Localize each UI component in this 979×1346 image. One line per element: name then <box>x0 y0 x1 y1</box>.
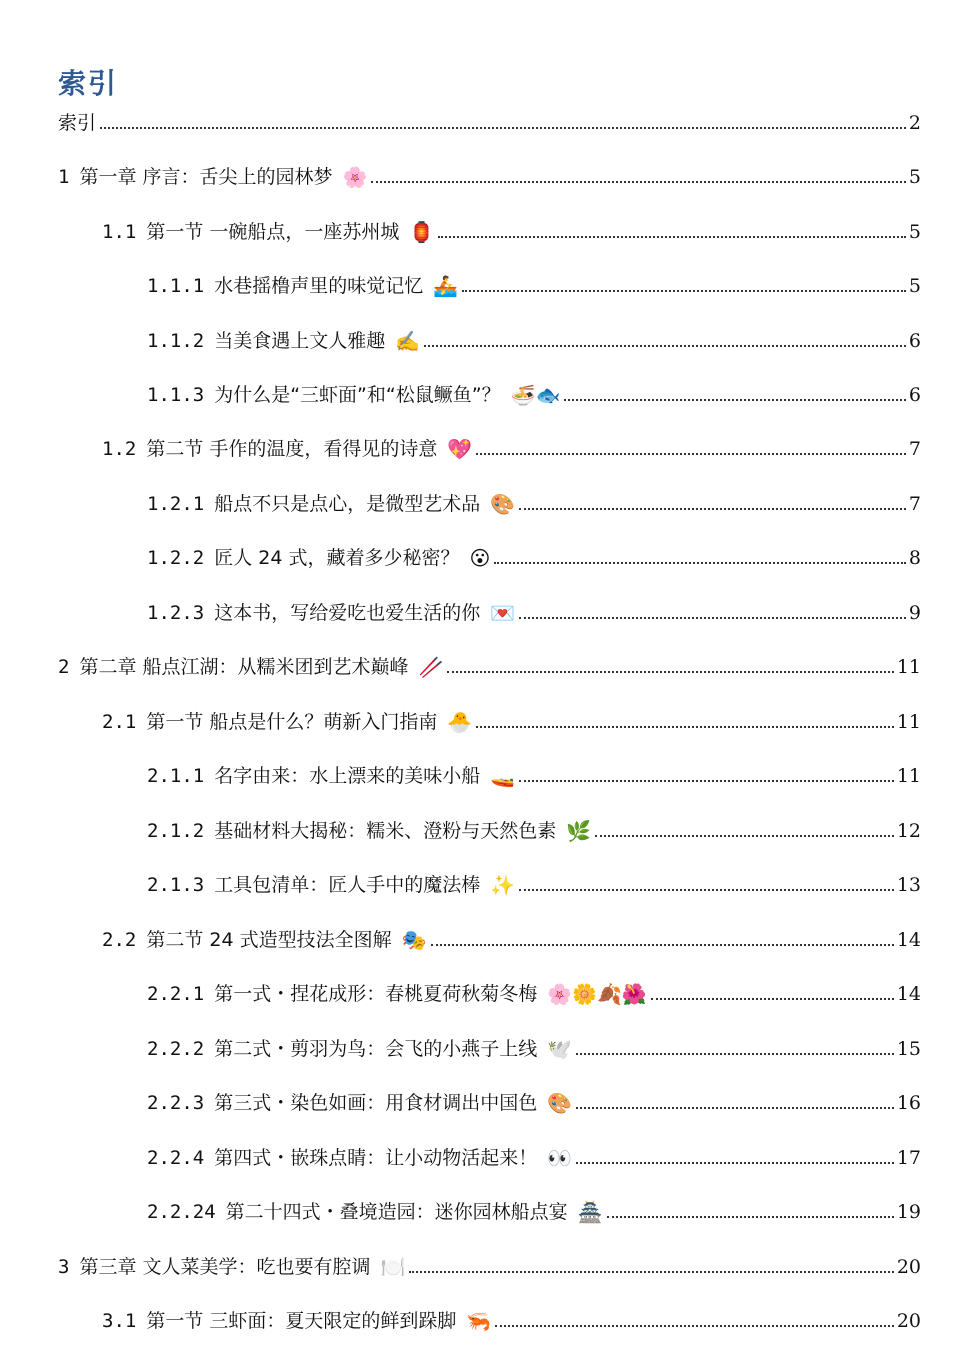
toc-entry-title: 第四式・嵌珠点睛：让小动物活起来！ <box>214 1147 538 1169</box>
eyes-icon: 👀 <box>547 1146 573 1170</box>
toc-entry[interactable] <box>102 916 921 950</box>
toc-entry-page: 7 <box>908 438 921 460</box>
toc-entry[interactable] <box>147 861 921 895</box>
dot-leader <box>519 780 894 782</box>
toc-entry-title: 第二节 24 式造型技法全图解 <box>146 929 392 951</box>
toc-entry[interactable] <box>147 1079 921 1113</box>
toc-entry-page: 20 <box>896 1310 921 1332</box>
toc-entry[interactable] <box>147 534 921 568</box>
dot-leader <box>438 236 906 238</box>
dove-icon: 🕊️ <box>547 1037 573 1061</box>
dot-leader <box>519 889 894 891</box>
toc-entry-page: 9 <box>908 602 921 624</box>
toc-entry-number: 1.2 <box>102 438 137 460</box>
toc-entry-number: 1 <box>58 166 70 188</box>
chopsticks-icon: 🥢 <box>418 655 444 679</box>
noodle-fish-icon: 🍜🐟 <box>510 383 561 407</box>
toc-entry-number: 2.1.3 <box>147 874 205 896</box>
toc-entry-number: 2.1.1 <box>147 765 205 787</box>
dot-leader <box>576 1107 894 1109</box>
toc-entry[interactable] <box>58 643 921 677</box>
toc-entry-number: 2.2.2 <box>147 1038 205 1060</box>
dot-leader <box>519 617 906 619</box>
toc-entry-title: 船点不只是点心，是微型艺术品 <box>214 493 481 515</box>
toc-entry-number: 2.2.1 <box>147 983 205 1005</box>
toc-entry[interactable] <box>147 317 921 351</box>
toc-entry-page: 19 <box>896 1201 921 1223</box>
toc-entry-page: 5 <box>908 275 921 297</box>
toc-entry-title: 水巷摇橹声里的味觉记忆 <box>214 275 424 297</box>
toc-entry-page: 11 <box>896 765 921 787</box>
dot-leader <box>564 399 906 401</box>
toc-entry-page: 15 <box>896 1038 921 1060</box>
toc-entry-title: 第一节 船点是什么？萌新入门指南 <box>146 711 438 733</box>
toc-entry-number: 2.2.3 <box>147 1092 205 1114</box>
toc-entry-page: 11 <box>896 711 921 733</box>
palette-icon: 🎨 <box>547 1091 573 1115</box>
toc-entry[interactable] <box>147 1188 921 1222</box>
toc-entry-title: 匠人 24 式，藏着多少秘密？ <box>214 547 460 569</box>
toc-entry-page: 14 <box>896 983 921 1005</box>
toc-entry[interactable] <box>147 1025 921 1059</box>
toc-entry-title: 第三式・染色如画：用食材调出中国色 <box>214 1092 538 1114</box>
toc-entry[interactable] <box>147 1134 921 1168</box>
toc-entry-title: 索引 <box>58 112 97 134</box>
surprised-face-icon: 😮 <box>469 546 491 570</box>
dot-leader <box>576 1162 894 1164</box>
toc-entry-page: 6 <box>908 330 921 352</box>
toc-entry[interactable] <box>147 262 921 296</box>
boat-icon: 🚤 <box>490 764 516 788</box>
dot-leader <box>431 944 894 946</box>
toc-entry-title: 第三章 文人菜美学：吃也要有腔调 <box>79 1256 371 1278</box>
pagoda-icon: 🏯 <box>577 1200 603 1224</box>
dot-leader <box>371 181 906 183</box>
toc-entry[interactable] <box>102 208 921 242</box>
toc-entry-page: 11 <box>896 656 921 678</box>
toc-entry-title: 工具包清单：匠人手中的魔法棒 <box>214 874 481 896</box>
dot-leader <box>424 345 906 347</box>
toc-entry-title: 第一节 三虾面：夏天限定的鲜到跺脚 <box>146 1310 457 1332</box>
toc-entry-page: 13 <box>896 874 921 896</box>
toc-heading: 索引 <box>58 67 119 100</box>
toc-entry-number: 1.2.3 <box>147 602 205 624</box>
toc-entry-number: 2.1.2 <box>147 820 205 842</box>
toc-entry-number: 1.1.2 <box>147 330 205 352</box>
toc-entry-number: 3 <box>58 1256 70 1278</box>
toc-entry[interactable] <box>58 153 921 187</box>
sparkling-heart-icon: 💖 <box>447 437 473 461</box>
toc-entry[interactable] <box>147 807 921 841</box>
toc-entry-number: 2.2 <box>102 929 137 951</box>
toc-entry-page: 20 <box>896 1256 921 1278</box>
sparkles-icon: ✨ <box>490 873 516 897</box>
toc-entry-title: 第一式・捏花成形：春桃夏荷秋菊冬梅 <box>214 983 538 1005</box>
toc-entry-number: 2.2.24 <box>147 1201 216 1223</box>
performing-arts-icon: 🎭 <box>401 928 427 952</box>
toc-entry-title: 第一节 一碗船点，一座苏州城 <box>146 221 400 243</box>
toc-entry-number: 2 <box>58 656 70 678</box>
dot-leader <box>409 1271 893 1273</box>
toc-entry-number: 1.2.2 <box>147 547 205 569</box>
dot-leader <box>595 835 894 837</box>
toc-entry[interactable] <box>102 425 921 459</box>
herb-icon: 🌿 <box>566 819 592 843</box>
dot-leader <box>607 1216 894 1218</box>
toc-entry[interactable] <box>102 1297 921 1331</box>
hatching-chick-icon: 🐣 <box>447 710 473 734</box>
toc-entry-number: 1.2.1 <box>147 493 205 515</box>
dot-leader <box>462 290 906 292</box>
toc-entry-page: 7 <box>908 493 921 515</box>
toc-entry-title: 第一章 序言：舌尖上的园林梦 <box>79 166 333 188</box>
toc-entry-title: 当美食遇上文人雅趣 <box>214 330 386 352</box>
toc-entry[interactable] <box>58 99 921 133</box>
toc-entry[interactable] <box>58 1243 921 1277</box>
toc-entry[interactable] <box>147 480 921 514</box>
lantern-icon: 🏮 <box>409 220 435 244</box>
dot-leader <box>495 1325 894 1327</box>
toc-entry-page: 16 <box>896 1092 921 1114</box>
cherry-blossom-icon: 🌸 <box>342 165 368 189</box>
toc-entry-page: 14 <box>896 929 921 951</box>
toc-entry-page: 17 <box>896 1147 921 1169</box>
shrimp-icon: 🦐 <box>466 1309 492 1333</box>
toc-entry[interactable] <box>147 589 921 623</box>
toc-entry-page: 5 <box>908 166 921 188</box>
rowboat-icon: 🚣 <box>433 274 459 298</box>
toc-entry-title: 名字由来：水上漂来的美味小船 <box>214 765 481 787</box>
toc-entry-page: 5 <box>908 221 921 243</box>
toc-entry-page: 6 <box>908 384 921 406</box>
toc-entry-title: 第二十四式・叠境造园：迷你园林船点宴 <box>225 1201 568 1223</box>
toc-entry-number: 1.1.1 <box>147 275 205 297</box>
toc-entry-number: 2.1 <box>102 711 137 733</box>
toc-entry[interactable] <box>147 371 921 405</box>
toc-entry-number: 1.1 <box>102 221 137 243</box>
four-seasons-flowers-icon: 🌸🌼🍂🌺 <box>547 982 647 1006</box>
toc-entry-title: 这本书，写给爱吃也爱生活的你 <box>214 602 481 624</box>
toc-entry-title: 第二节 手作的温度，看得见的诗意 <box>146 438 438 460</box>
dot-leader <box>576 1053 894 1055</box>
dot-leader <box>494 562 906 564</box>
plate-cutlery-icon: 🍽️ <box>380 1255 406 1279</box>
toc-entry-number: 2.2.4 <box>147 1147 205 1169</box>
dot-leader <box>651 998 894 1000</box>
dot-leader <box>100 127 906 129</box>
toc-entry-title: 第二式・剪羽为鸟：会飞的小燕子上线 <box>214 1038 538 1060</box>
dot-leader <box>519 508 906 510</box>
toc-entry[interactable] <box>147 970 921 1004</box>
toc-entry-title: 基础材料大揭秘：糯米、澄粉与天然色素 <box>214 820 557 842</box>
toc-entry-page: 12 <box>896 820 921 842</box>
toc-entry-page: 8 <box>908 547 921 569</box>
toc-entry-number: 1.1.3 <box>147 384 205 406</box>
dot-leader <box>476 453 906 455</box>
toc-entry-title: 为什么是“三虾面”和“松鼠鳜鱼”？ <box>214 384 501 406</box>
palette-icon: 🎨 <box>490 492 516 516</box>
love-letter-icon: 💌 <box>490 601 516 625</box>
toc-entry-title: 第二章 船点江湖：从糯米团到艺术巅峰 <box>79 656 409 678</box>
dot-leader <box>476 726 894 728</box>
dot-leader <box>447 671 893 673</box>
toc-entry-number: 3.1 <box>102 1310 137 1332</box>
toc-entry[interactable] <box>102 698 921 732</box>
toc-entry-page: 2 <box>908 112 921 134</box>
writing-hand-icon: ✍️ <box>395 329 421 353</box>
toc-entry[interactable] <box>147 752 921 786</box>
